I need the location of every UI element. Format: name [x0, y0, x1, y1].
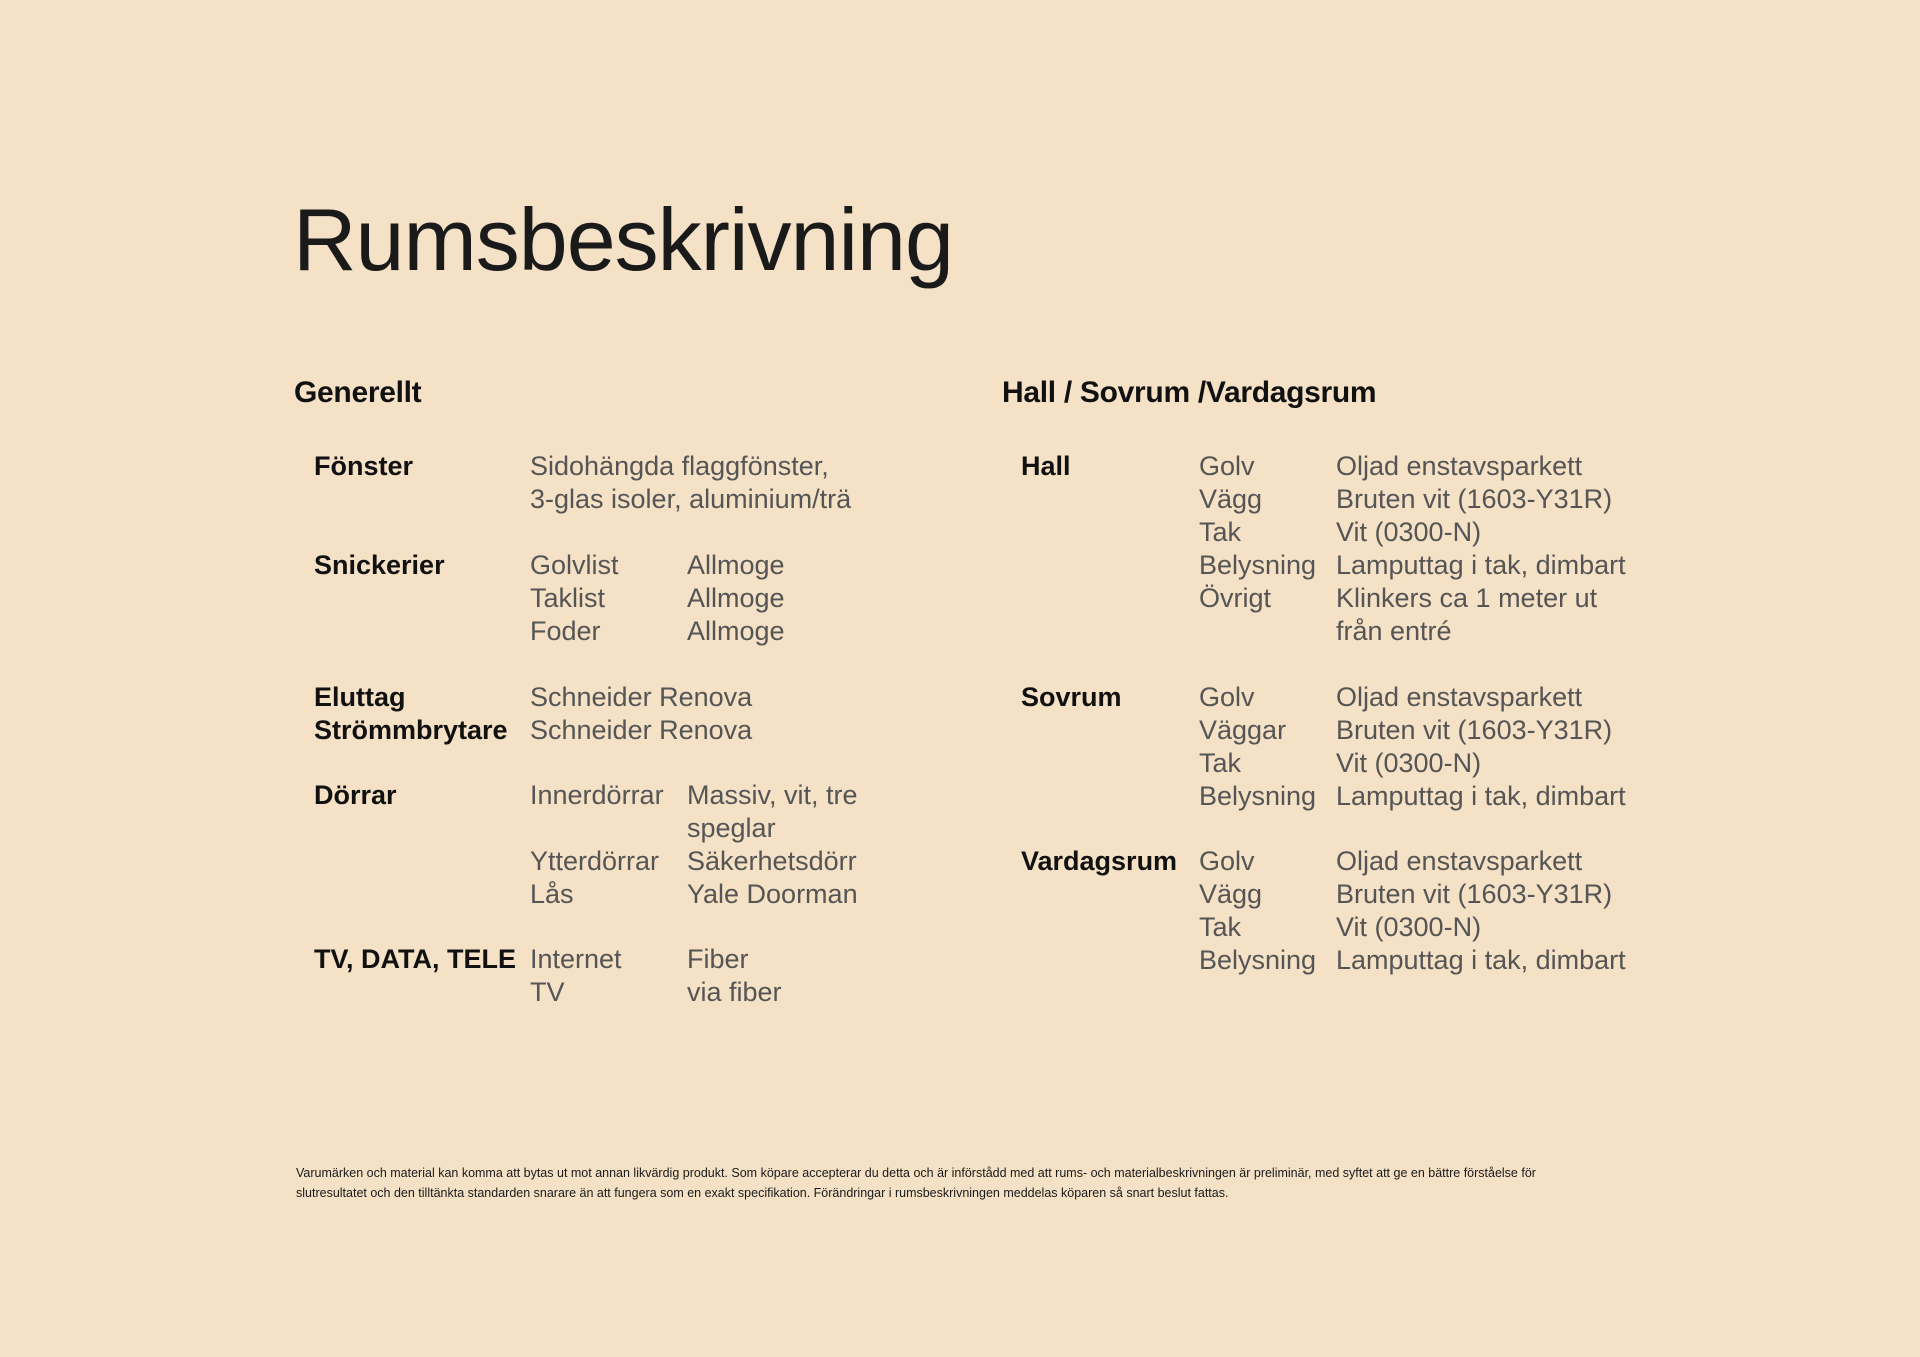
- room-label-hall: Hall: [1021, 451, 1071, 481]
- spec-item-value: Allmoge: [687, 550, 785, 580]
- room-item-value: Lamputtag i tak, dimbart: [1336, 781, 1626, 811]
- room-item-value: Oljad enstavsparkett: [1336, 846, 1583, 876]
- spec-item-value: Allmoge: [687, 616, 785, 646]
- spec-value-strombrytare: Schneider Renova: [530, 715, 753, 745]
- section-heading-generellt: Generellt: [294, 376, 422, 409]
- room-item-value: Lamputtag i tak, dimbart: [1336, 550, 1626, 580]
- spec-value-fonster-line2: 3-glas isoler, aluminium/trä: [530, 484, 852, 514]
- spec-item-value: Fiber: [687, 944, 749, 974]
- disclaimer-footnote: [296, 1163, 1626, 1203]
- room-label-sovrum: Sovrum: [1021, 682, 1122, 712]
- spec-value-fonster-line1: Sidohängda flaggfönster,: [530, 451, 829, 481]
- room-item-value: Oljad enstavsparkett: [1336, 451, 1583, 481]
- spec-item-value: Yale Doorman: [687, 879, 858, 909]
- room-item-name: Tak: [1199, 912, 1242, 942]
- room-item-name: Golv: [1199, 682, 1255, 712]
- spec-label-strombrytare: Strömmbrytare: [314, 715, 508, 745]
- room-item-name: Väggar: [1199, 715, 1287, 745]
- room-item-name: Tak: [1199, 517, 1242, 547]
- spec-value-eluttag: Schneider Renova: [530, 682, 753, 712]
- spec-item-name: TV: [530, 977, 565, 1007]
- room-label-vardagsrum: Vardagsrum: [1021, 846, 1178, 876]
- room-item-name: Tak: [1199, 748, 1242, 778]
- spec-item-name: Ytterdörrar: [530, 846, 660, 876]
- room-item-value: Bruten vit (1603-Y31R): [1336, 484, 1613, 514]
- spec-label-eluttag: Eluttag: [314, 682, 406, 712]
- room-item-name: Golv: [1199, 451, 1255, 481]
- room-item-value: Vit (0300-N): [1336, 517, 1482, 547]
- spec-item-name: Lås: [530, 879, 574, 909]
- footnote-line-1: Varumärken och material kan komma att bytas ut mot annan likvärdig produkt. Som köpare accepterar du detta och är införstådd med att rums- och materialbeskrivningen är preliminär, med syftet att ge en bättre förståelse för: [296, 1166, 1536, 1180]
- room-item-name: Golv: [1199, 846, 1255, 876]
- spec-label-tv: TV, DATA, TELE: [314, 944, 517, 974]
- room-item-value: Vit (0300-N): [1336, 912, 1482, 942]
- room-item-name: Övrigt: [1199, 583, 1272, 613]
- spec-item-name: Internet: [530, 944, 622, 974]
- room-item-value: Bruten vit (1603-Y31R): [1336, 715, 1613, 745]
- spec-item-name: Innerdörrar: [530, 780, 664, 810]
- room-item-name: Belysning: [1199, 781, 1317, 811]
- spec-item-name: Foder: [530, 616, 601, 646]
- room-item-name: Vägg: [1199, 879, 1263, 909]
- spec-item-value: Massiv, vit, tre: [687, 780, 858, 810]
- section-heading-rooms: Hall / Sovrum /Vardagsrum: [1002, 376, 1377, 409]
- page-title: Rumsbeskrivning: [293, 190, 953, 289]
- spec-item-value: via fiber: [687, 977, 782, 1007]
- spec-label-snickerier: Snickerier: [314, 550, 445, 580]
- room-item-value: Oljad enstavsparkett: [1336, 682, 1583, 712]
- spec-label-fonster: Fönster: [314, 451, 414, 481]
- room-item-name: Belysning: [1199, 550, 1317, 580]
- footnote-line-2: slutresultatet och den tilltänkta standarden snarare än att fungera som en exakt specifikation. Förändringar i rumsbeskrivningen meddelas köparen så snart beslut fattas.: [296, 1186, 1229, 1200]
- room-item-value: Vit (0300-N): [1336, 748, 1482, 778]
- spec-item-value: Allmoge: [687, 583, 785, 613]
- spec-item-value: Säkerhetsdörr: [687, 846, 857, 876]
- room-item-name: Vägg: [1199, 484, 1263, 514]
- room-item-value: Bruten vit (1603-Y31R): [1336, 879, 1613, 909]
- room-item-value: Lamputtag i tak, dimbart: [1336, 945, 1626, 975]
- spec-item-name: Golvlist: [530, 550, 619, 580]
- room-item-name: Belysning: [1199, 945, 1317, 975]
- spec-item-value: speglar: [687, 813, 776, 843]
- room-item-value-extra: från entré: [1336, 616, 1452, 646]
- room-item-value: Klinkers ca 1 meter ut: [1336, 583, 1598, 613]
- spec-label-dorrar: Dörrar: [314, 780, 397, 810]
- spec-item-name: Taklist: [530, 583, 606, 613]
